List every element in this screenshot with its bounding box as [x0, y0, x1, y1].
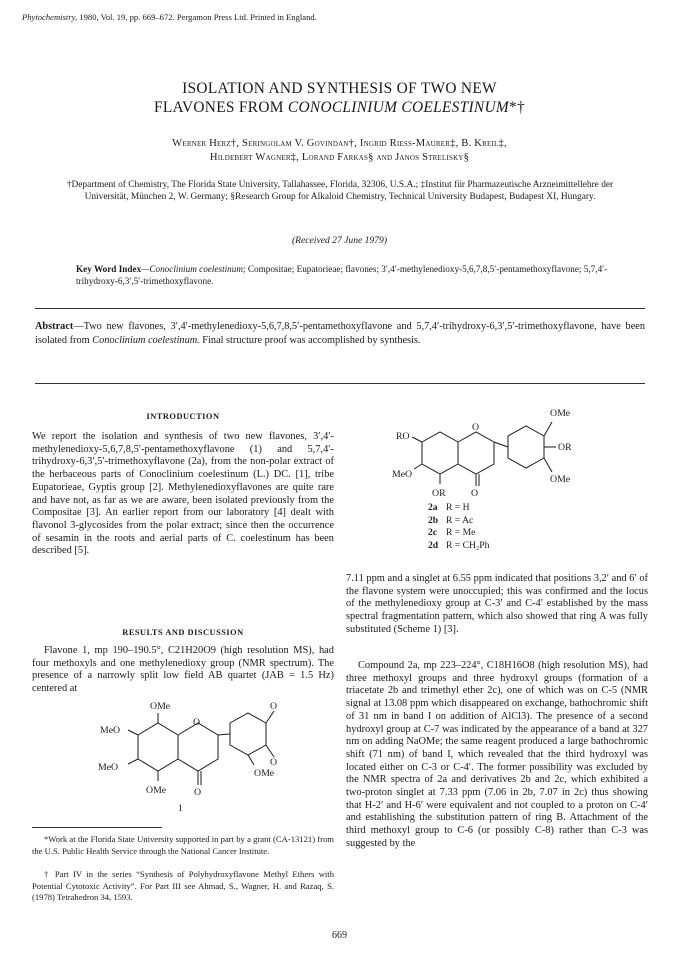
structure-1-group: O	[193, 717, 201, 728]
structure-2-group: OR	[432, 488, 446, 499]
citation-details: 1980, Vol. 19, pp. 669–672. Pergamon Press Ltd. Printed in England.	[79, 12, 317, 22]
derivative-r: R = Ac	[446, 514, 474, 526]
abstract-label: Abstract	[35, 321, 74, 332]
title-prefix: FLAVONES FROM	[153, 99, 288, 116]
abstract-text-end: Final structure proof was accomplished by synthesis.	[199, 335, 421, 347]
keyword-index	[76, 263, 616, 287]
derivative-id: 2d	[428, 539, 439, 551]
structure-1-drawing	[90, 697, 280, 815]
title-footnote-marks: *†	[509, 99, 526, 116]
article-title	[40, 79, 639, 117]
structure-2-drawing	[392, 402, 654, 502]
derivative-id: 2a	[428, 502, 438, 513]
structure-2-group: OMe	[550, 474, 571, 485]
structure-2-group: MeO	[392, 469, 413, 480]
title-line-2	[40, 98, 639, 117]
introduction-paragraph: We report the isolation and synthesis of two new flavones, 3′,4′-methylenedioxy-5,6,7,8,5′-pentamethoxyflavone (1) and 5,7,4′-trihydroxy-6,3′,5′-trimethoxyflavone (2a), from the non-polar extract of the herbaceous parts of Conoclinium coelestinum (L.) DC. [1], tribe Eupatorieae, Gyptis group [2]. Methylenedioxyflavones are quite rare and have not, as far as we are aware, been isolated previously from the Compositae [3]. An earlier report from our laboratory [4] dealt with flavonol 3-glycosides from the polar extract; since then the occurrence of sesamin in the roots and aerial parts of C. coelestinum has been described [5].	[32, 431, 334, 557]
derivative-row	[428, 527, 489, 540]
derivative-id: 2b	[428, 514, 439, 526]
derivative-list	[428, 502, 489, 552]
derivative-r: R = CH₂Ph	[446, 539, 490, 551]
derivative-row	[428, 502, 489, 515]
structure-1-group: O	[270, 701, 278, 712]
footnote-2: † Part IV in the series “Synthesis of Polyhydroxyflavone Methyl Ethers with Potential Cytotoxic Activity”. For Part III see Ahmad, S., Wagner, H. and Razaq, S. (1978) Tetrahedron 34, 1593.	[32, 869, 334, 903]
introduction-heading: INTRODUCTION	[146, 412, 220, 421]
page-number: 669	[332, 930, 347, 941]
structure-2-group: O	[472, 422, 480, 433]
abstract-species: Conoclinium coelestinum.	[92, 335, 200, 347]
title-line-1: ISOLATION AND SYNTHESIS OF TWO NEW	[182, 80, 497, 97]
structure-2-bonds	[412, 422, 556, 486]
structure-2-group: O	[471, 488, 479, 499]
keyword-label: Key Word Index	[76, 264, 142, 274]
divider-top	[35, 308, 645, 309]
right-column-paragraph-2: Compound 2a, mp 223–224°, C18H16O8 (high resolution MS), had three methoxyl groups and three hydroxyl groups (formation of a triacetate 2b and trimethyl ether 2c), one of which was on C-5 (NMR signal at 13.08 ppm which disappeared on exchange, bathochromic shift of 31 nm in band I on addition of AlCl3). The presence of a second hydroxyl group at C-7 was indicated by the appearance of a band at 327 nm on adding NaOMe; the same reagent produced a large bathochromic shift (71 nm) of band I, which revealed that the third hydroxyl was located either on C-3 or C-4′. The former possibility was excluded by the NMR spectra of 2a and derivatives 2b and 2c, which exhibited a two-proton singlet at 7.33 ppm (7.06 in 2b, 7.07 in 2c) thus showing that H-2′ and H-6′ were equivalent and not coupled to a proton on C-4′ and establishing the substitution pattern of ring B. Attachment of the third methoxyl group to C-6 (or possibly C-8) rather than C-3 was suggested by the	[346, 660, 648, 849]
keyword-species: —Conoclinium coelestinum	[141, 264, 244, 274]
title-species: CONOCLINIUM COELESTINUM	[287, 99, 510, 116]
structure-1-group: OMe	[150, 701, 171, 712]
structure-1-label: 1	[178, 803, 183, 814]
divider-bottom	[35, 383, 645, 384]
structure-2-group: OR	[558, 442, 572, 453]
derivative-r: R = Me	[446, 527, 476, 538]
structure-1-group: MeO	[98, 762, 119, 773]
keyword-text: ; Compositae; Eupatorieae; flavones; 3′,4′-methylenedioxy-5,6,7,8,5′-pentamethoxyflavone; 5,7,4′-trihydroxy-6,3′,5′-trimethoxyflavone.	[76, 264, 608, 286]
structure-2-group: OMe	[550, 408, 571, 419]
affiliations: †Department of Chemistry, The Florida State University, Tallahassee, Florida, 32306, U.S.A.; ‡Institut für Pharmazeutische Arzneimittellehre der Universität, München 2, W. Germany; §Research Group for Alkaloid Chemistry, Technical University Budapest, Budapest XI, Hungary.	[66, 180, 614, 202]
derivative-r: R = H	[446, 502, 470, 513]
authors-line-2: Hildebert Wagner‡, Lorand Farkas§ and Janos Strelisky§	[209, 152, 470, 163]
structure-1-group: OMe	[146, 785, 167, 796]
received-date: (Received 27 June 1979)	[291, 235, 388, 246]
structure-2-group: RO	[396, 431, 410, 442]
structure-1-group: OMe	[254, 768, 275, 779]
results-heading: RESULTS AND DISCUSSION	[122, 628, 244, 637]
derivative-row	[428, 540, 489, 553]
structure-1-bonds	[128, 711, 274, 785]
structure-1-group: O	[270, 757, 278, 768]
footnote-1: *Work at the Florida State University supported in part by a grant (CA-13121) from the U.S. Public Health Service through the National Cancer Institute.	[32, 834, 334, 856]
results-paragraph: Flavone 1, mp 190–190.5°, C21H20O9 (high resolution MS), had four methoxyls and one methylenedioxy group (NMR spectrum). The presence of a narrowly split low field AB quartet (JAB = 1.5 Hz) centered at	[32, 645, 334, 695]
footnote-rule	[32, 827, 162, 828]
structure-1-group: O	[194, 787, 202, 798]
journal-citation	[22, 12, 317, 22]
structure-1-group: MeO	[100, 725, 121, 736]
journal-name: Phytochemistry,	[22, 12, 78, 22]
abstract	[35, 320, 645, 348]
abstract-text: —Two new flavones, 3′,4′-methylenedioxy-5,6,7,8,5′-pentamethoxyflavone and 5,7,4′-trihydroxy-6,3′,5′-trimethoxyflavone, have been isolated from	[35, 321, 645, 347]
derivative-row	[428, 515, 489, 528]
right-column-paragraph-1: 7.11 ppm and a singlet at 6.55 ppm indicated that positions 3,2′ and 6′ of the flavone system were unoccupied; this was confirmed and the locus of the methylenedioxy group at C-3′ and C-4′ established by the mass spectral fragmentation pattern, which also showed that ring A was fully substituted (Scheme 1) [3].	[346, 573, 648, 635]
derivative-id: 2c	[428, 527, 438, 538]
author-list	[40, 137, 639, 165]
authors-line-1: Werner Herz†, Seringolam V. Govindan†, Ingrid Riess-Maurer‡, B. Kreil‡,	[172, 138, 507, 149]
